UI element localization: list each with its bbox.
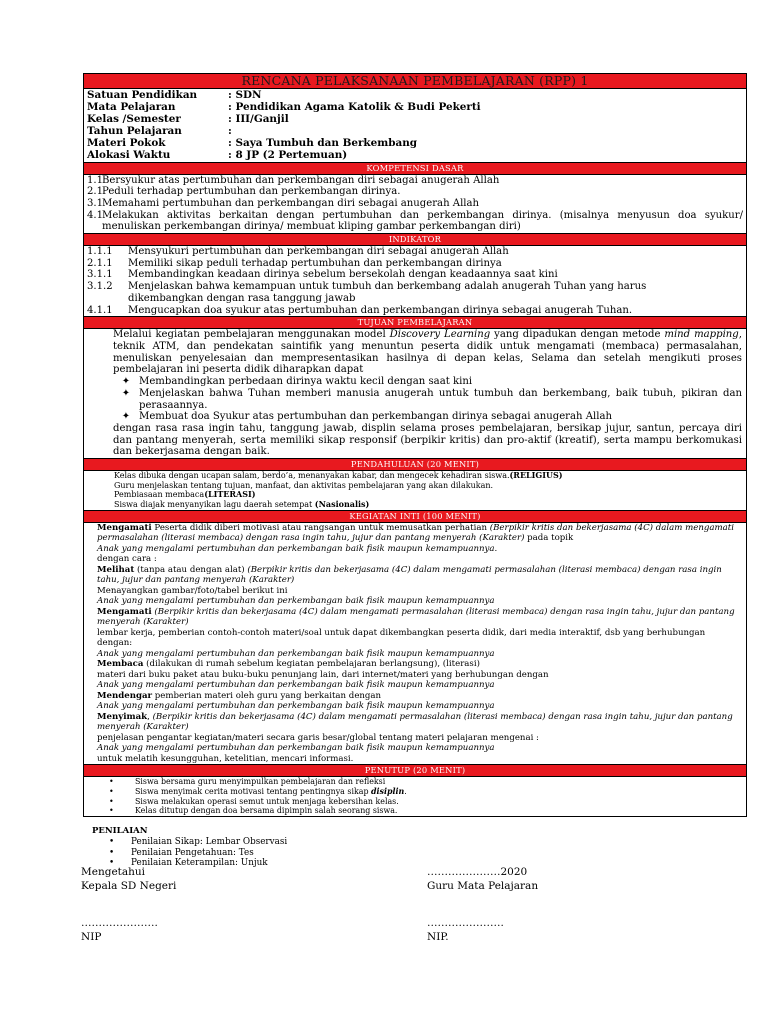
tujuan-text: Melalui kegiatan pembelajaran menggunakan model [113, 329, 390, 341]
text-emphasis: disiplin [371, 787, 405, 797]
signature-name-placeholder: …………………. [427, 917, 504, 929]
identity-value: : [228, 125, 232, 138]
activity-label: Mengamati [97, 522, 152, 533]
paragraph [97, 712, 742, 733]
pendahuluan-content [84, 471, 746, 510]
paragraph: lembar kerja, pemberian contoh-contoh materi/soal untuk dapat dikembangkan peserta didik, dari media interaktif, dsb yang berhubungan dengan: [97, 627, 706, 649]
rpp-table [83, 73, 747, 817]
section-header-kompetensi-dasar: KOMPETENSI DASAR [84, 162, 746, 175]
item-text: Peduli terhadap pertumbuhan dan perkembangan dirinya. [102, 186, 401, 198]
text-italic: Anak yang mengalami pertumbuhan dan perkembangan baik fisik maupun kemampuannya [97, 680, 495, 691]
text-italic: (Berpikir kritis dan bekerjasama (4C) dalam mengamati permasalahan (literasi membaca) dengan rasa ingin tahu, jujur dan pantang menyerah (Karakter) [97, 606, 735, 628]
item-text-continued: dikembangkan dengan rasa tanggung jawab [128, 292, 356, 304]
paragraph: materi dari buku paket atau buku-buku penunjang lain, dari internet/materi yang berhubungan dengan [97, 669, 549, 680]
item-number: 4.1 [87, 209, 104, 221]
text-italic: (Berpikir kritis dan bekerjasama (4C) dalam mengamati permasalahan (literasi membaca) dengan rasa ingin tahu, jujur dan pantang menyerah (Karakter) [97, 711, 733, 733]
identity-value: : III/Ganjil [228, 113, 289, 126]
signature-left-bottom [81, 916, 158, 944]
text: (tanpa atau dengan alat) [134, 564, 248, 575]
list-item [87, 305, 743, 317]
item-text: Memahami pertumbuhan dan perkembangan diri sebagai anugerah Allah [102, 197, 480, 209]
paragraph: Menayangkan gambar/foto/tabel berikut ini [97, 585, 288, 596]
text: , [147, 711, 153, 722]
tujuan-closing: dengan rasa rasa ingin tahu, tanggung jawab, displin selama proses pembelajaran, bersikap jujur, santun, percaya diri dan pantang menyerah, serta memiliki sikap responsif (berpikir kritis) dan pro-aktif (kreatif), serta mampu berkomukasi dan bekerjasama dengan baik. [113, 422, 742, 458]
item-number: 3.1.1 [87, 269, 113, 281]
paragraph [97, 544, 742, 555]
tujuan-method: mind mapping [664, 329, 739, 341]
identity-value: : 8 JP (2 Pertemuan) [228, 149, 348, 162]
paragraph: penjelasan pengantar kegiatan/materi secara garis besar/global tentang materi pelajaran mengenai : [97, 732, 539, 743]
list-item: • Kelas ditutup dengan doa bersama dipimpin salah seorang siswa. [135, 806, 746, 816]
item-text: Menjelaskan bahwa kemampuan untuk tumbuh dan berkembang adalah anugerah Tuhan yang harus [128, 281, 647, 293]
text: Kelas dibuka dengan ucapan salam, berdo’a, menanyakan kabar, dan mengecek kehadiran siswa. [114, 471, 510, 481]
signature-left [81, 865, 176, 893]
item-text: Bersyukur atas pertumbuhan dan perkembangan diri sebagai anugerah Allah [102, 174, 500, 186]
list-item [113, 411, 742, 423]
item-number: 1.1 [87, 174, 104, 186]
signature-label: Mengetahui [81, 866, 146, 878]
text-italic: (Berpikir kritis dan bekerjasama (4C) dalam mengamati permasalahan (literasi membaca) dengan rasa ingin tahu, jujur dan pantang menyerah (Karakter) [97, 564, 722, 586]
identity-row [87, 137, 743, 149]
list-item: • Siswa melakukan operasi semut untuk menjaga kebersihan kelas. [135, 797, 746, 807]
section-header-indikator: INDIKATOR [84, 233, 746, 246]
identity-value: : Saya Tumbuh dan Berkembang [228, 137, 418, 150]
identity-value: : SDN [228, 89, 262, 101]
list-item: • Penilaian Sikap: Lembar Observasi [131, 837, 287, 848]
identity-key: Satuan Pendidikan [87, 89, 198, 101]
paragraph [97, 743, 742, 754]
item-text: Mensyukuri pertumbuhan dan perkembangan diri sebagai anugerah Allah [128, 246, 509, 258]
identity-row [87, 101, 743, 113]
identity-key: Materi Pokok [87, 137, 166, 150]
activity-label: Mendengar [97, 690, 153, 701]
identity-value: : Pendidikan Agama Katolik & Budi Pekerti [228, 101, 481, 114]
tujuan-text: , teknik ATM, dan pendekatan saintifik yang menuntun peserta didik untuk mengamati (membaca) permasalahan, menuliskan penyelesaian dan mempresentasikan hasilnya di depan kelas, Selama dan setelah mengikuti proses pembelajaran ini peserta didik diharapkan dapat [113, 329, 742, 376]
text-italic: Anak yang mengalami pertumbuhan dan perkembangan baik fisik maupun kemampuannya [97, 743, 495, 754]
item-text: Memiliki sikap peduli terhadap pertumbuhan dan perkembangan dirinya [128, 257, 502, 269]
penilaian-block [92, 826, 287, 869]
list-item [87, 258, 743, 270]
item-number: 4.1.1 [87, 304, 113, 316]
text: Siswa menyimak cerita motivasi tentang pentingnya sikap [135, 787, 372, 797]
list-item: • Siswa bersama guru menyimpulkan pembelajaran dan refleksi [135, 777, 746, 787]
text: Pembiasaan membaca [114, 490, 205, 500]
item-text: Membandingkan keadaan dirinya sebelum bersekolah dengan keadaannya saat kini [128, 269, 558, 281]
paragraph [97, 680, 742, 691]
kompetensi-dasar-list [84, 175, 746, 234]
signature-right-bottom [427, 916, 504, 944]
star-bullet-icon: ✦ [121, 376, 131, 388]
section-header-kegiatan-inti: KEGIATAN INTI (100 MENIT) [84, 510, 746, 523]
list-item [87, 175, 743, 187]
paragraph: Guru menjelaskan tentang tujuan, manfaat, dan aktivitas pembelajaran yang akan dilakukan. [114, 480, 494, 490]
indikator-list [84, 246, 746, 316]
identity-key: Kelas /Semester [87, 113, 181, 126]
text-italic: Anak yang mengalami pertumbuhan dan perkembangan baik fisik maupun kemampuannya [97, 701, 495, 712]
activity-label: Melihat [97, 564, 135, 575]
list-item [135, 787, 746, 797]
paragraph: untuk melatih kesungguhan, ketelitian, mencari informasi. [97, 753, 354, 764]
paragraph [97, 565, 742, 586]
text-italic: Anak yang mengalami pertumbuhan dan perkembangan baik fisik maupun kemampuannya [97, 648, 495, 659]
signature-right [427, 865, 538, 893]
list-item [113, 388, 742, 411]
paragraph: dengan cara : [97, 554, 157, 565]
identity-row [87, 89, 743, 101]
item-number: 2.1 [87, 186, 104, 198]
signature-nip: NIP [81, 931, 102, 943]
list-item [87, 269, 743, 281]
item-number: 3.1.2 [87, 281, 113, 293]
list-item [87, 198, 743, 210]
section-header-tujuan: TUJUAN PEMBELAJARAN [84, 316, 746, 329]
text: Siswa diajak menyanyikan lagu daerah setempat [114, 500, 315, 510]
text: Peserta didik diberi motivasi atau rangsangan untuk memusatkan perhatian [151, 522, 490, 533]
text-italic: (Berpikir kritis dan bekerjasama (4C) dalam mengamati permasalahan (literasi membaca) dengan rasa ingin tahu, jujur dan pantang menyerah (Karakter) [97, 522, 734, 544]
identity-row [87, 125, 743, 137]
text-italic: Anak yang mengalami pertumbuhan dan perkembangan baik fisik maupun kemampuannya [97, 596, 495, 607]
character-tag: (Nasionalis) [314, 499, 370, 510]
tujuan-model: Discovery Learning [389, 329, 491, 341]
item-text: Menjelaskan bahwa Tuhan memberi manusia anugerah untuk tumbuh dan berkembang, baik tubuh, pikiran dan perasaannya. [139, 387, 742, 411]
identity-row [87, 149, 743, 161]
section-header-penutup: PENUTUP (20 MENIT) [84, 764, 746, 777]
identity-key: Tahun Pelajaran [87, 125, 182, 138]
section-header-pendahuluan: PENDAHULUAN (20 MENIT) [84, 458, 746, 471]
identity-row [87, 113, 743, 125]
character-tag: (LITERASI) [204, 489, 256, 500]
item-number: 1.1.1 [87, 246, 113, 258]
penilaian-heading: PENILAIAN [92, 826, 148, 836]
star-bullet-icon: ✦ [121, 387, 131, 399]
paragraph [97, 649, 742, 660]
tujuan-pembelajaran [84, 329, 746, 458]
item-text: Membandingkan perbedaan dirinya waktu kecil dengan saat kini [139, 376, 473, 388]
paragraph [97, 691, 742, 702]
signature-name-placeholder: …………………. [81, 917, 158, 929]
item-text: Mengucapkan doa syukur atas pertumbuhan dan perkembangan dirinya sebagai anugerah Tuhan. [128, 304, 633, 316]
kegiatan-inti-content [84, 523, 746, 765]
signature-role: Guru Mata Pelajaran [427, 880, 539, 892]
paragraph [97, 607, 742, 628]
list-item [87, 186, 743, 198]
list-item [87, 246, 743, 258]
signature-nip: NIP. [427, 931, 449, 943]
character-tag: (RELIGIUS) [509, 470, 563, 481]
item-number: 2.1.1 [87, 257, 113, 269]
list-item [113, 376, 742, 388]
paragraph [97, 701, 742, 712]
star-bullet-icon: ✦ [121, 411, 131, 423]
list-item [87, 210, 743, 233]
item-text: Melakukan aktivitas berkaitan dengan pertumbuhan dan perkembangan dirinya. (misalnya menyusun doa syukur/ menuliskan perkembangan dirinya/ membuat kliping gambar perkembangan diri) [102, 209, 743, 233]
activity-label: Mengamati [97, 606, 152, 617]
paragraph [114, 490, 742, 500]
paragraph [114, 500, 742, 510]
identity-key: Mata Pelajaran [87, 101, 176, 114]
text: (dilakukan di rumah sebelum kegiatan pembelajaran berlangsung), (literasi) [143, 659, 480, 670]
list-item [87, 281, 743, 293]
item-number: 3.1 [87, 197, 104, 209]
paragraph [97, 659, 742, 670]
signature-date: …………………2020 [427, 866, 528, 878]
list-item: • Penilaian Pengetahuan: Tes [131, 848, 287, 859]
activity-label: Menyimak [97, 711, 148, 722]
document-title: RENCANA PELAKSANAAN PEMBELAJARAN (RPP) 1 [84, 74, 746, 89]
activity-label: Membaca [97, 659, 144, 670]
text: pada topik [524, 533, 574, 544]
penutup-list [84, 777, 746, 816]
text-italic: Anak yang mengalami pertumbuhan dan perkembangan baik fisik maupun kemampuannya. [97, 543, 498, 554]
text: pemberian materi oleh guru yang berkaitan dengan [152, 690, 382, 701]
signature-role: Kepala SD Negeri [81, 880, 177, 892]
paragraph [97, 523, 742, 544]
item-text: Membuat doa Syukur atas pertumbuhan dan perkembangan dirinya sebagai anugerah Allah [139, 411, 612, 423]
tujuan-text: yang dipadukan dengan metode [490, 329, 665, 341]
paragraph [114, 471, 742, 481]
tujuan-intro [113, 329, 742, 376]
identity-key: Alokasi Waktu [87, 149, 171, 162]
paragraph [97, 596, 742, 607]
list-item: • Penilaian Keterampilan: Unjuk [131, 858, 287, 869]
text: . [404, 787, 407, 797]
identity-block [84, 89, 746, 162]
